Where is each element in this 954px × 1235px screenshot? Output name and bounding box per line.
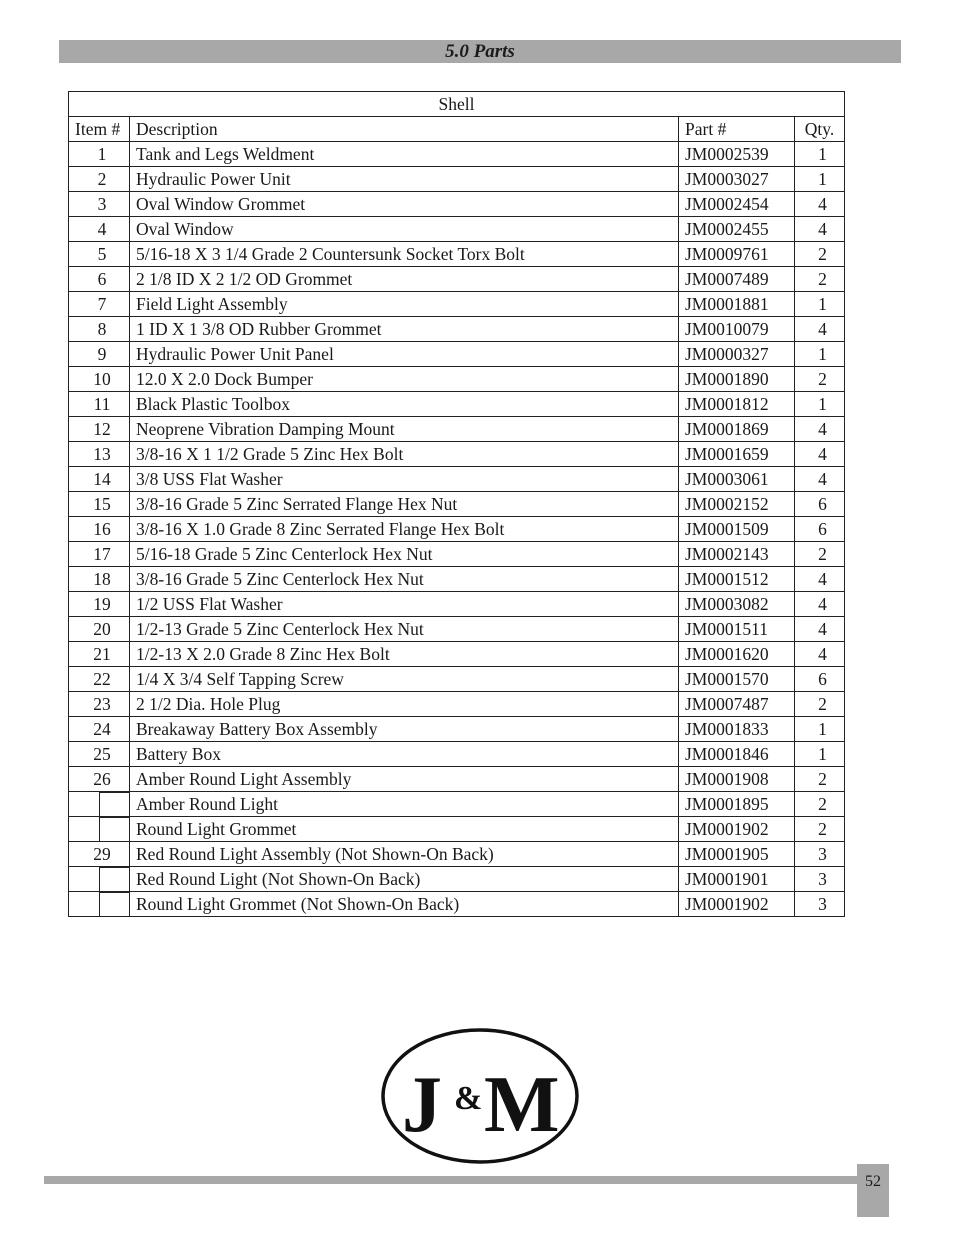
column-header-item: Item # (69, 117, 130, 142)
part-description: Neoprene Vibration Damping Mount (130, 417, 679, 442)
item-number: 12 (69, 417, 130, 442)
part-qty: 4 (795, 567, 845, 592)
subrow-indent-box (99, 867, 129, 891)
table-title: Shell (69, 92, 845, 117)
part-qty: 3 (795, 842, 845, 867)
table-row-group-head (69, 767, 845, 792)
item-number: 4 (69, 217, 130, 242)
part-number: JM0001570 (679, 667, 795, 692)
part-number: JM0003027 (679, 167, 795, 192)
table-row-group-head (69, 842, 845, 867)
table-row (69, 567, 845, 592)
part-qty: 1 (795, 742, 845, 767)
column-header-description: Description (130, 117, 679, 142)
item-number: 7 (69, 292, 130, 317)
part-qty: 4 (795, 192, 845, 217)
item-number: 18 (69, 567, 130, 592)
part-description: Oval Window (130, 217, 679, 242)
table-row (69, 342, 845, 367)
svg-text:M: M (484, 1061, 560, 1149)
table-title-row (69, 92, 845, 117)
parts-table (68, 91, 845, 917)
part-description: 5/16-18 X 3 1/4 Grade 2 Countersunk Socket Torx Bolt (130, 242, 679, 267)
part-qty: 6 (795, 667, 845, 692)
part-qty: 3 (795, 867, 845, 892)
item-number: 1 (69, 142, 130, 167)
table-row (69, 317, 845, 342)
part-number: JM0002454 (679, 192, 795, 217)
part-qty: 1 (795, 142, 845, 167)
table-row (69, 492, 845, 517)
part-number: JM0007487 (679, 692, 795, 717)
table-header-row (69, 117, 845, 142)
part-number: JM0001890 (679, 367, 795, 392)
part-qty: 2 (795, 542, 845, 567)
part-description: Hydraulic Power Unit Panel (130, 342, 679, 367)
part-number: JM0002539 (679, 142, 795, 167)
part-qty: 4 (795, 317, 845, 342)
part-description: 3/8 USS Flat Washer (130, 467, 679, 492)
table-row (69, 667, 845, 692)
item-number: 16 (69, 517, 130, 542)
jm-logo (380, 1027, 580, 1165)
subrow-indent-box (99, 792, 129, 816)
part-qty: 4 (795, 442, 845, 467)
part-qty: 2 (795, 367, 845, 392)
page-number-box (857, 1164, 889, 1217)
part-number: JM0009761 (679, 242, 795, 267)
part-number: JM0001895 (679, 792, 795, 817)
parts-table-body (69, 142, 845, 917)
part-number: JM0001620 (679, 642, 795, 667)
part-number: JM0003082 (679, 592, 795, 617)
svg-text:J: J (402, 1061, 442, 1149)
table-subrow (69, 867, 845, 892)
part-description: 3/8-16 X 1 1/2 Grade 5 Zinc Hex Bolt (130, 442, 679, 467)
table-row (69, 592, 845, 617)
part-number: JM0000327 (679, 342, 795, 367)
column-header-qty: Qty. (795, 117, 845, 142)
subrow-indent (69, 867, 130, 892)
part-description: 1/2-13 Grade 5 Zinc Centerlock Hex Nut (130, 617, 679, 642)
part-qty: 1 (795, 167, 845, 192)
table-row (69, 167, 845, 192)
column-header-part: Part # (679, 117, 795, 142)
part-description: 2 1/2 Dia. Hole Plug (130, 692, 679, 717)
item-number: 14 (69, 467, 130, 492)
part-description: 2 1/8 ID X 2 1/2 OD Grommet (130, 267, 679, 292)
part-description: Breakaway Battery Box Assembly (130, 717, 679, 742)
part-qty: 2 (795, 267, 845, 292)
table-row (69, 442, 845, 467)
item-number: 17 (69, 542, 130, 567)
part-description: Round Light Grommet (Not Shown-On Back) (130, 892, 679, 917)
part-number: JM0001869 (679, 417, 795, 442)
table-row (69, 392, 845, 417)
part-qty: 6 (795, 492, 845, 517)
part-number: JM0001902 (679, 817, 795, 842)
page-number: 52 (865, 1173, 881, 1190)
part-number: JM0001846 (679, 742, 795, 767)
part-qty: 6 (795, 517, 845, 542)
item-number: 9 (69, 342, 130, 367)
table-row (69, 517, 845, 542)
part-number: JM0001659 (679, 442, 795, 467)
table-row (69, 192, 845, 217)
part-qty: 2 (795, 692, 845, 717)
part-number: JM0003061 (679, 467, 795, 492)
table-subrow (69, 792, 845, 817)
part-qty: 4 (795, 417, 845, 442)
item-number: 10 (69, 367, 130, 392)
part-number: JM0001902 (679, 892, 795, 917)
part-description: 12.0 X 2.0 Dock Bumper (130, 367, 679, 392)
item-number: 20 (69, 617, 130, 642)
part-description: Amber Round Light Assembly (130, 767, 679, 792)
section-header-bar (59, 40, 901, 63)
item-number: 22 (69, 667, 130, 692)
item-number: 11 (69, 392, 130, 417)
part-description: Battery Box (130, 742, 679, 767)
table-row (69, 617, 845, 642)
table-row (69, 717, 845, 742)
part-description: 1/2-13 X 2.0 Grade 8 Zinc Hex Bolt (130, 642, 679, 667)
table-row (69, 417, 845, 442)
item-number: 25 (69, 742, 130, 767)
item-number: 19 (69, 592, 130, 617)
subrow-indent (69, 792, 130, 817)
table-row (69, 142, 845, 167)
part-qty: 3 (795, 892, 845, 917)
part-description: Tank and Legs Weldment (130, 142, 679, 167)
part-description: 3/8-16 X 1.0 Grade 8 Zinc Serrated Flange Hex Bolt (130, 517, 679, 542)
item-number: 21 (69, 642, 130, 667)
table-row (69, 642, 845, 667)
subrow-indent-box (99, 892, 129, 916)
part-qty: 4 (795, 217, 845, 242)
table-row (69, 217, 845, 242)
item-number: 29 (69, 842, 130, 867)
part-qty: 2 (795, 817, 845, 842)
part-number: JM0001881 (679, 292, 795, 317)
part-number: JM0001812 (679, 392, 795, 417)
part-number: JM0001901 (679, 867, 795, 892)
part-description: Black Plastic Toolbox (130, 392, 679, 417)
subrow-indent (69, 817, 130, 842)
part-number: JM0001833 (679, 717, 795, 742)
part-qty: 2 (795, 242, 845, 267)
part-number: JM0007489 (679, 267, 795, 292)
part-description: Oval Window Grommet (130, 192, 679, 217)
part-description: 1/4 X 3/4 Self Tapping Screw (130, 667, 679, 692)
item-number: 6 (69, 267, 130, 292)
part-qty: 4 (795, 467, 845, 492)
part-qty: 1 (795, 392, 845, 417)
part-qty: 2 (795, 792, 845, 817)
item-number: 23 (69, 692, 130, 717)
table-row (69, 267, 845, 292)
table-row (69, 467, 845, 492)
table-row (69, 542, 845, 567)
table-row (69, 692, 845, 717)
item-number: 8 (69, 317, 130, 342)
table-subrow (69, 892, 845, 917)
item-number: 2 (69, 167, 130, 192)
part-description: 5/16-18 Grade 5 Zinc Centerlock Hex Nut (130, 542, 679, 567)
subrow-indent-box (99, 817, 129, 841)
part-number: JM0001908 (679, 767, 795, 792)
part-description: 1 ID X 1 3/8 OD Rubber Grommet (130, 317, 679, 342)
part-qty: 1 (795, 717, 845, 742)
part-number: JM0001905 (679, 842, 795, 867)
item-number: 3 (69, 192, 130, 217)
subrow-indent (69, 892, 130, 917)
item-number: 26 (69, 767, 130, 792)
part-number: JM0001511 (679, 617, 795, 642)
part-number: JM0002455 (679, 217, 795, 242)
item-number: 15 (69, 492, 130, 517)
item-number: 24 (69, 717, 130, 742)
part-description: 3/8-16 Grade 5 Zinc Serrated Flange Hex Nut (130, 492, 679, 517)
part-qty: 4 (795, 592, 845, 617)
part-description: Red Round Light (Not Shown-On Back) (130, 867, 679, 892)
part-description: Field Light Assembly (130, 292, 679, 317)
part-number: JM0001512 (679, 567, 795, 592)
part-number: JM0002152 (679, 492, 795, 517)
item-number: 5 (69, 242, 130, 267)
footer-bar (44, 1176, 860, 1184)
part-qty: 4 (795, 642, 845, 667)
table-row (69, 367, 845, 392)
table-row (69, 292, 845, 317)
part-qty: 1 (795, 342, 845, 367)
part-qty: 1 (795, 292, 845, 317)
part-qty: 4 (795, 617, 845, 642)
part-number: JM0002143 (679, 542, 795, 567)
part-number: JM0001509 (679, 517, 795, 542)
item-number: 13 (69, 442, 130, 467)
table-row (69, 242, 845, 267)
part-description: 1/2 USS Flat Washer (130, 592, 679, 617)
part-description: Round Light Grommet (130, 817, 679, 842)
part-description: Amber Round Light (130, 792, 679, 817)
table-subrow (69, 817, 845, 842)
part-description: 3/8-16 Grade 5 Zinc Centerlock Hex Nut (130, 567, 679, 592)
part-description: Hydraulic Power Unit (130, 167, 679, 192)
part-number: JM0010079 (679, 317, 795, 342)
table-row (69, 742, 845, 767)
svg-text:&: & (454, 1080, 483, 1117)
part-qty: 2 (795, 767, 845, 792)
section-title: 5.0 Parts (445, 41, 515, 62)
part-description: Red Round Light Assembly (Not Shown-On Back) (130, 842, 679, 867)
